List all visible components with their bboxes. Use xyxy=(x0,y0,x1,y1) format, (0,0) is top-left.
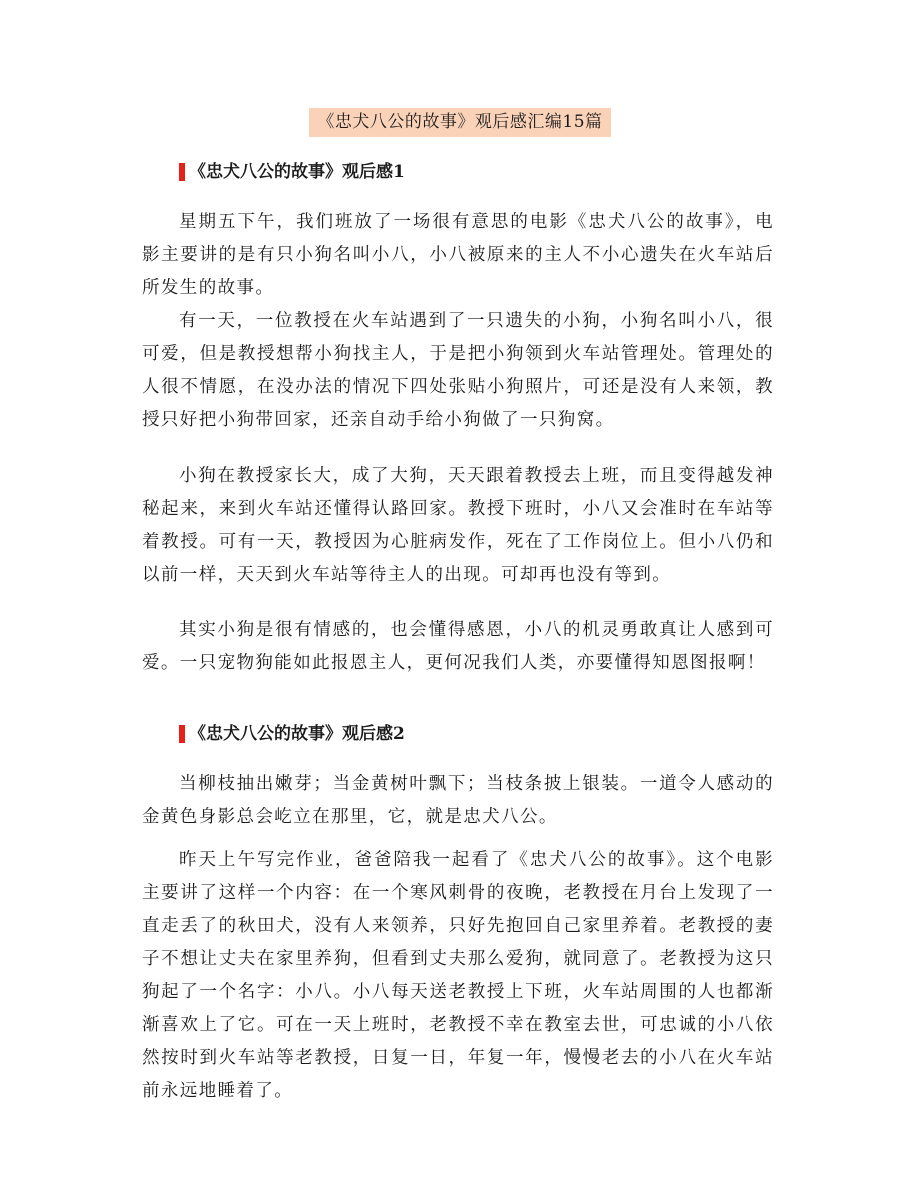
paragraph: 当柳枝抽出嫩芽；当金黄树叶飘下；当枝条披上银装。一道令人感动的金黄色身影总会屹立在那里，它，就是忠犬八公。 xyxy=(142,774,774,827)
heading-marker-icon xyxy=(179,725,185,743)
paragraph: 有一天，一位教授在火车站遇到了一只遗失的小狗，小狗名叫小八，很可爱，但是教授想帮小狗找主人，于是把小狗领到火车站管理处。管理处的人很不情愿，在没办法的情况下四处张贴小狗照片，可还是没有人来领，教授只好把小狗带回家，还亲自动手给小狗做了一只狗窝。 xyxy=(142,311,774,430)
section-heading-1 xyxy=(179,160,405,184)
section-heading-2 xyxy=(179,722,405,746)
paragraph: 昨天上午写完作业，爸爸陪我一起看了《忠犬八公的故事》。这个电影主要讲了这样一个内容：在一个寒风刺骨的夜晚，老教授在月台上发现了一直走丢了的秋田犬，没有人来领养，只好先抱回自己家里养着。老教授的妻子不想让丈夫在家里养狗，但看到丈夫那么爱狗，就同意了。老教授为这只狗起了一个名字：小八。小八每天送老教授上下班，火车站周围的人也都渐渐喜欢上了它。可在一天上班时，老教授不幸在教室去世，可忠诚的小八依然按时到火车站等老教授，日复一日，年复一年，慢慢老去的小八在火车站前永远地睡着了。 xyxy=(142,850,774,1101)
section-heading-text: 《忠犬八公的故事》观后感1 xyxy=(189,162,405,182)
document-title-text: 《忠犬八公的故事》观后感汇编15篇 xyxy=(309,108,610,137)
heading-marker-icon xyxy=(179,163,185,181)
section-heading-text: 《忠犬八公的故事》观后感2 xyxy=(189,724,405,744)
paragraph: 其实小狗是很有情感的，也会懂得感恩，小八的机灵勇敢真让人感到可爱。一只宠物狗能如此报恩主人，更何况我们人类，亦要懂得知恩图报啊！ xyxy=(142,620,774,673)
paragraph: 小狗在教授家长大，成了大狗，天天跟着教授去上班，而且变得越发神秘起来，来到火车站还懂得认路回家。教授下班时，小八又会准时在车站等着教授。可有一天，教授因为心脏病发作，死在了工作岗位上。但小八仍和以前一样，天天到火车站等待主人的出现。可却再也没有等到。 xyxy=(142,466,774,585)
paragraph: 星期五下午，我们班放了一场很有意思的电影《忠犬八公的故事》，电影主要讲的是有只小狗名叫小八，小八被原来的主人不小心遗失在火车站后所发生的故事。 xyxy=(142,212,774,298)
document-title xyxy=(0,108,920,137)
